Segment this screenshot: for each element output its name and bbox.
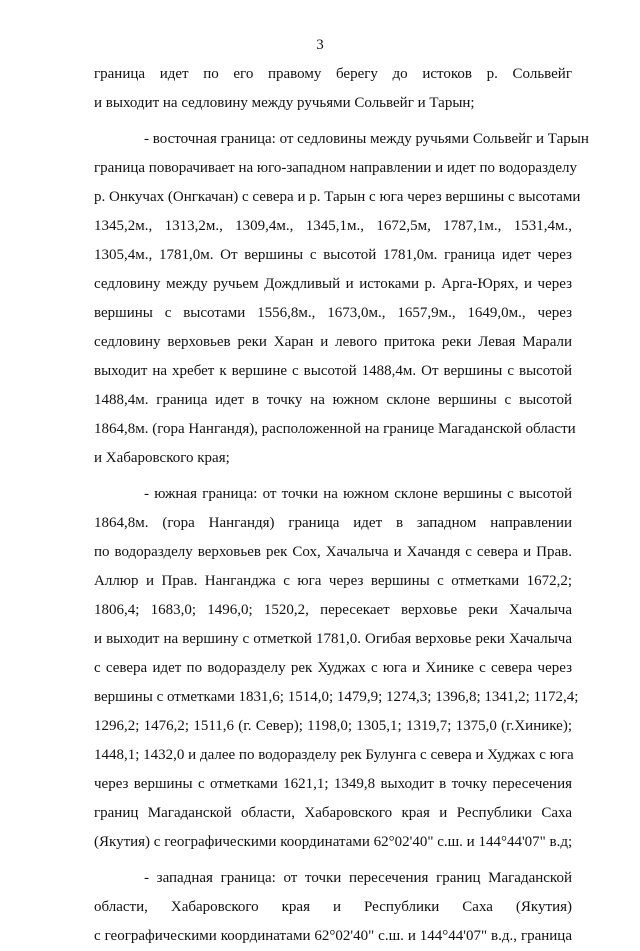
text-line: граница поворачивает на юго-западном направлении и идет по водоразделу: [94, 160, 578, 176]
text-line: седловину между ручьем Дождливый и истоками р. Арга-Юрях, и через: [94, 276, 572, 292]
text-line: 1448,1; 1432,0 и далее по водоразделу рек Булунга с севера и Худжах с юга: [94, 747, 574, 763]
paragraph-south-boundary: [94, 480, 579, 857]
text-line: и Хабаровского края;: [94, 450, 230, 466]
text-line: с географическими координатами 62°02'40" с.ш. и 144°44'07" в.д., граница: [94, 928, 572, 944]
text-line: 1305,4м., 1781,0м. От вершины с высотой 1781,0м. граница идет через: [94, 247, 572, 263]
text-line: выходит на хребет к вершине с высотой 1488,4м. От вершины с высотой: [94, 363, 572, 379]
text-line: р. Онкучах (Онгкачан) с севера и р. Тарын с юга через вершины с высотами: [94, 189, 581, 205]
text-line: через вершины с отметками 1621,1; 1349,8 выходит в точку пересечения: [94, 776, 572, 792]
document-body: [94, 60, 589, 951]
paragraph-east-boundary: [94, 125, 589, 473]
text-line: 1296,2; 1476,2; 1511,6 (г. Север); 1198,0; 1305,1; 1319,7; 1375,0 (г.Хинике);: [94, 718, 572, 734]
text-line: - южная граница: от точки на южном склоне вершины с высотой: [144, 486, 572, 502]
paragraph-west-boundary: [94, 864, 572, 951]
text-line: 1864,8м. (гора Нангандя), расположенной на границе Магаданской области: [94, 421, 576, 437]
text-line: вершины с высотами 1556,8м., 1673,0м., 1657,9м., 1649,0м., через: [94, 305, 572, 321]
text-line: границ Магаданской области, Хабаровского края и Республики Саха: [94, 805, 572, 821]
text-line: 1488,4м. граница идет в точку на южном склоне вершины с высотой: [94, 392, 572, 408]
text-line: и выходит на седловину между ручьями Сольвейг и Тарын;: [94, 95, 475, 111]
text-line: граница идет по его правому берегу до истоков р. Сольвейг: [94, 66, 572, 82]
text-line: 1864,8м. (гора Нангандя) граница идет в западном направлении: [94, 515, 572, 531]
text-line: области, Хабаровского края и Республики Саха (Якутия): [94, 899, 572, 915]
paragraph-gap: [94, 118, 572, 125]
text-line: седловину верховьев реки Харан и левого притока реки Левая Марали: [94, 334, 572, 350]
text-line: 1345,2м., 1313,2м., 1309,4м., 1345,1м., 1672,5м, 1787,1м., 1531,4м.,: [94, 218, 572, 234]
text-line: (Якутия) с географическими координатами 62°02'40" с.ш. и 144°44'07" в.д;: [94, 834, 573, 850]
paragraph-gap: [94, 473, 572, 480]
paragraph-gap: [94, 857, 572, 864]
text-line: по водоразделу верховьев рек Сох, Хачалыча и Хачандя с севера и Прав.: [94, 544, 572, 560]
text-line: - западная граница: от точки пересечения границ Магаданской: [144, 870, 572, 886]
text-line: 1806,4; 1683,0; 1496,0; 1520,2, пересекает верховье реки Хачалыча: [94, 602, 572, 618]
text-line: вершины с отметками 1831,6; 1514,0; 1479,9; 1274,3; 1396,8; 1341,2; 1172,4;: [94, 689, 579, 705]
text-line: - восточная граница: от седловины между ручьями Сольвейг и Тарын: [144, 131, 589, 147]
text-line: с севера идет по водоразделу рек Худжах с юга и Хинике с севера через: [94, 660, 572, 676]
text-line: и выходит на вершину с отметкой 1781,0. Огибая верховье реки Хачалыча: [94, 631, 572, 647]
text-line: Аллюр и Прав. Нанганджа с юга через вершины с отметками 1672,2;: [94, 573, 572, 589]
page-number: 3: [316, 37, 324, 53]
paragraph-north-end: [94, 60, 572, 118]
